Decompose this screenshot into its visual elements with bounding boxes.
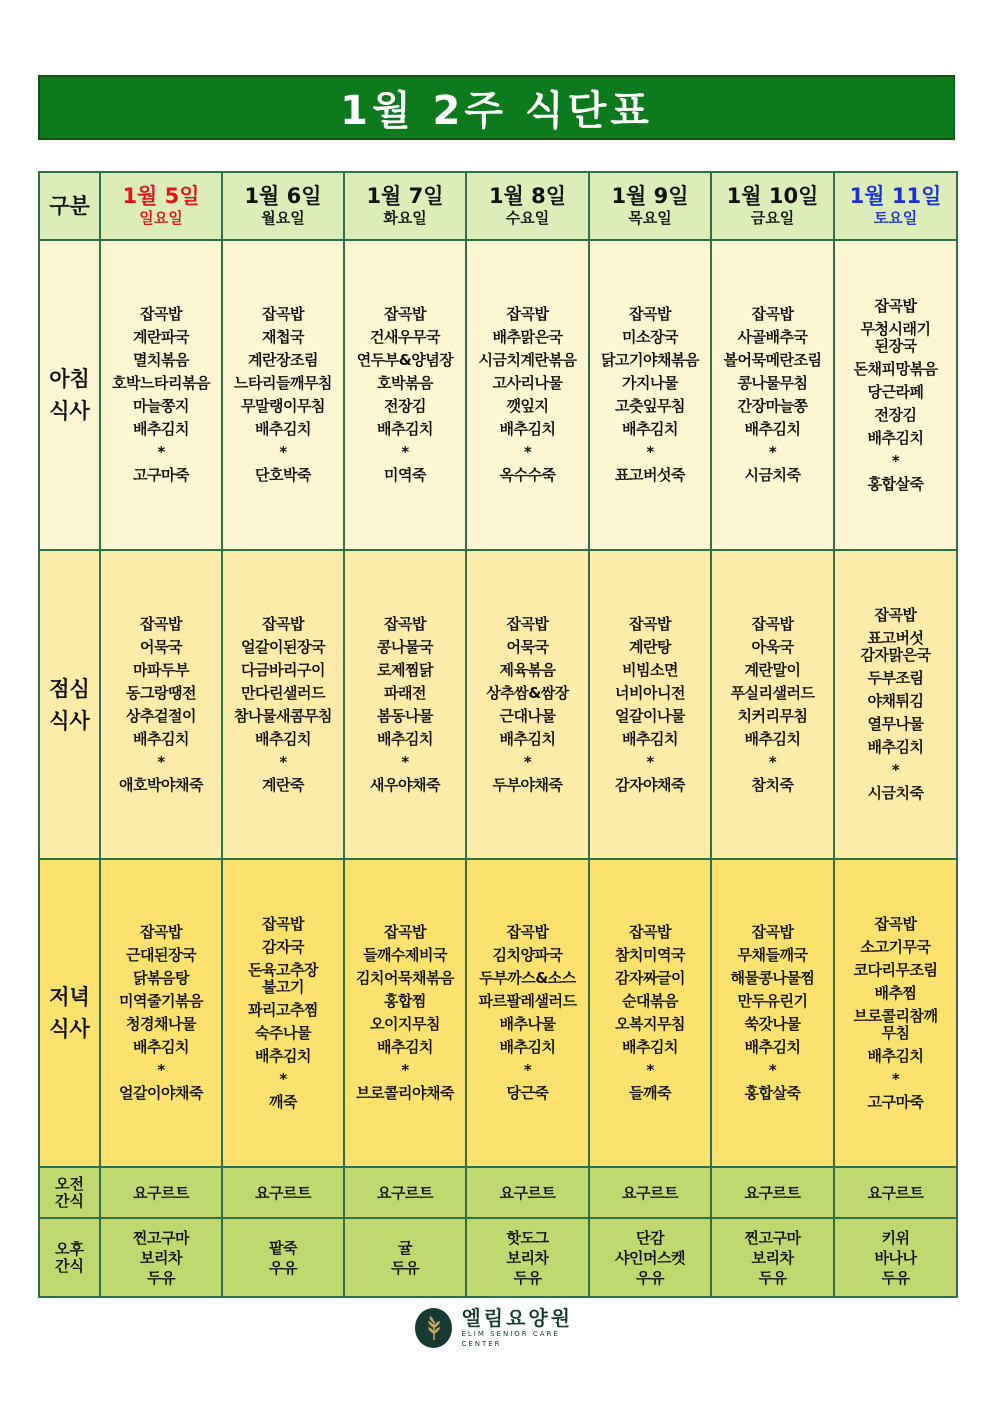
separator-star: *: [768, 1061, 777, 1079]
menu-item: 참치미역국: [615, 946, 685, 964]
menu-item: 전장김: [384, 397, 426, 415]
menu-item: 돈채피망볶음: [853, 359, 938, 378]
leaf-icon: [415, 1308, 452, 1348]
menu-item: 홍합찜: [384, 992, 426, 1010]
separator-star: *: [157, 752, 165, 771]
separator-star: *: [401, 443, 409, 461]
menu-item: 참나물새콤무침: [234, 706, 332, 725]
menu-item: 표고버섯 감자맑은국: [860, 629, 931, 664]
snack-cell: [466, 1167, 589, 1218]
menu-item: 홍합살죽: [867, 474, 924, 493]
menu-item: 청경채나물: [126, 1015, 196, 1033]
separator-star: *: [646, 1061, 654, 1079]
menu-item: 꽈리고추찜: [248, 1000, 318, 1019]
snack-cell: [222, 1218, 344, 1297]
menu-item: 샤인머스켓: [615, 1248, 685, 1267]
menu-cell: [344, 240, 466, 550]
menu-item: 콩나물무침: [737, 374, 808, 392]
menu-item: 표고버섯죽: [615, 466, 685, 484]
menu-item: 무청시래기 된장국: [860, 319, 931, 355]
snack-cell: [466, 1218, 589, 1297]
row-label-line: 식사: [49, 399, 90, 423]
menu-item: 잡곡밥: [751, 923, 794, 941]
menu-item: 감자야채죽: [615, 775, 685, 794]
row-label-line: 아침: [49, 367, 90, 391]
day-header: [466, 172, 589, 240]
menu-item: 마파두부: [133, 660, 189, 679]
day-date: 1월 5일: [122, 184, 200, 208]
menu-item: 미역죽: [384, 466, 426, 484]
menu-item: 단호박죽: [255, 466, 311, 484]
row-label-line: 식사: [49, 1017, 90, 1041]
menu-item: 들깨죽: [629, 1084, 671, 1102]
menu-item: 코다리무조림: [853, 960, 938, 979]
menu-item: 잡곡밥: [140, 923, 182, 941]
menu-item: 잡곡밥: [629, 305, 671, 323]
menu-item: 배추나물: [499, 1015, 556, 1033]
menu-item: 찐고구마: [133, 1228, 189, 1247]
menu-item: 요구르트: [622, 1183, 678, 1202]
menu-item: 홍합살죽: [744, 1084, 801, 1102]
day-date: 1월 8일: [488, 184, 567, 208]
menu-item: 비빔소면: [622, 660, 678, 679]
menu-item: 배추김치: [255, 729, 311, 748]
menu-item: 잡곡밥: [506, 305, 549, 323]
menu-item: 잡곡밥: [262, 914, 304, 933]
menu-item: 팥죽: [269, 1238, 297, 1257]
snack-cell: [100, 1218, 222, 1297]
menu-item: 고춧잎무침: [615, 397, 685, 415]
menu-item: 요구르트: [255, 1183, 311, 1202]
menu-item: 배추김치: [377, 729, 433, 748]
menu-item: 호박느타리볶음: [112, 374, 210, 392]
day-header: [222, 172, 344, 240]
separator-star: *: [157, 443, 165, 461]
menu-item: 잡곡밥: [629, 923, 671, 941]
menu-item: 감자짜글이: [615, 969, 685, 987]
day-header: [711, 172, 834, 240]
menu-item: 배추김치: [867, 428, 924, 447]
snack-cell: [100, 1167, 222, 1218]
day-name: 월요일: [261, 209, 305, 227]
menu-item: 시금치죽: [744, 466, 801, 484]
menu-item: 잡곡밥: [384, 923, 426, 941]
separator-star: *: [523, 752, 532, 771]
menu-item: 배추김치: [133, 1038, 189, 1056]
menu-item: 오이지무침: [370, 1015, 440, 1033]
menu-cell: [466, 240, 589, 550]
day-name: 금요일: [750, 209, 795, 227]
menu-item: 두유: [391, 1258, 419, 1277]
snack-cell: [589, 1167, 711, 1218]
menu-item: 오복지무침: [615, 1015, 685, 1033]
menu-item: 닭볶음탕: [133, 969, 189, 987]
header-row: [39, 172, 957, 240]
menu-cell: [834, 240, 957, 550]
menu-item: 재첩국: [262, 328, 304, 346]
menu-item: 잡곡밥: [140, 614, 182, 633]
menu-item: 두부까스&소스: [479, 969, 576, 987]
menu-item: 귤: [398, 1238, 412, 1257]
menu-item: 두유: [758, 1268, 787, 1287]
menu-item: 배추김치: [744, 1038, 801, 1056]
menu-cell: [711, 550, 834, 859]
menu-item: 새우야채죽: [370, 775, 440, 794]
menu-item: 만다린샐러드: [241, 683, 325, 702]
menu-item: 호박볶음: [377, 374, 433, 392]
day-header: [834, 172, 957, 240]
menu-item: 배추김치: [499, 1038, 556, 1056]
snack-am-label: [39, 1167, 100, 1218]
menu-item: 멸치볶음: [133, 351, 189, 369]
day-name: 목요일: [628, 209, 672, 227]
menu-item: 파르팔레샐러드: [478, 992, 577, 1010]
separator-star: *: [891, 451, 900, 470]
menu-cell: [100, 240, 222, 550]
menu-item: 근대나물: [499, 706, 556, 725]
menu-item: 얼갈이된장국: [241, 637, 325, 656]
menu-item: 무말랭이무침: [241, 397, 325, 415]
menu-item: 배추김치: [744, 420, 801, 438]
row-label-line: 식사: [49, 708, 90, 733]
menu-item: 계란죽: [262, 775, 304, 794]
menu-item: 요구르트: [744, 1183, 801, 1202]
row-label-line: 간식: [55, 1191, 84, 1210]
separator-star: *: [523, 443, 532, 461]
menu-cell: [100, 550, 222, 859]
menu-item: 푸실리샐러드: [730, 683, 815, 702]
row-label-line: 오전: [55, 1174, 84, 1193]
menu-item: 쑥갓나물: [744, 1015, 801, 1033]
breakfast-label: [39, 240, 100, 550]
snack-cell: [222, 1167, 344, 1218]
menu-cell: [711, 240, 834, 550]
menu-item: 배추김치: [744, 729, 801, 748]
menu-cell: [466, 859, 589, 1167]
menu-item: 잡곡밥: [384, 305, 426, 323]
menu-item: 마늘쫑지: [133, 397, 189, 415]
dinner-label: [39, 859, 100, 1167]
menu-item: 배추김치: [255, 1046, 311, 1065]
menu-item: 김치양파국: [492, 946, 563, 964]
separator-star: *: [401, 752, 409, 771]
menu-item: 우유: [636, 1268, 664, 1287]
menu-item: 만두유린기: [737, 992, 808, 1010]
menu-cell: [589, 859, 711, 1167]
menu-item: 미역줄기볶음: [119, 992, 203, 1010]
menu-item: 옥수수죽: [499, 466, 556, 484]
separator-star: *: [646, 752, 654, 771]
day-name: 일요일: [139, 209, 183, 227]
menu-item: 참치죽: [751, 775, 794, 794]
day-name: 수요일: [505, 209, 550, 227]
logo-subtitle: ELIM SENIOR CARE CENTER: [461, 1330, 560, 1348]
menu-item: 두유: [513, 1268, 542, 1287]
menu-item: 배추김치: [622, 729, 678, 748]
menu-item: 찐고구마: [744, 1228, 801, 1247]
menu-item: 시금치죽: [867, 784, 924, 802]
separator-star: *: [279, 1069, 287, 1088]
row-label-line: 오후: [55, 1239, 84, 1258]
menu-item: 요구르트: [867, 1183, 924, 1202]
menu-item: 상추겉절이: [126, 706, 196, 725]
menu-item: 배추김치: [377, 1038, 433, 1056]
snack-cell: [344, 1218, 466, 1297]
menu-item: 배추김치: [867, 738, 924, 756]
day-date: 1월 6일: [244, 184, 322, 208]
menu-item: 브로콜리야채죽: [356, 1084, 454, 1102]
header-corner: [39, 172, 100, 240]
menu-cell: [222, 550, 344, 859]
menu-item: 브로콜리참깨 무침: [853, 1006, 938, 1042]
menu-item: 고구마죽: [133, 466, 189, 484]
menu-item: 어묵국: [506, 637, 549, 656]
menu-item: 배추김치: [255, 420, 311, 438]
menu-item: 미소장국: [622, 328, 678, 346]
snack-cell: [711, 1167, 834, 1218]
menu-item: 연두부&양념장: [356, 351, 454, 369]
menu-item: 소고기무국: [860, 937, 931, 956]
logo-name: 엘림요양원: [461, 1306, 574, 1330]
menu-item: 계란장조림: [248, 351, 318, 369]
separator-star: *: [768, 443, 777, 461]
snack-cell: [834, 1167, 957, 1218]
menu-item: 사골배추국: [737, 328, 808, 346]
menu-item: 잡곡밥: [384, 614, 426, 633]
menu-item: 열무나물: [867, 715, 924, 733]
menu-item: 다금바리구이: [241, 660, 325, 679]
menu-item: 요구르트: [133, 1183, 189, 1202]
separator-star: *: [279, 443, 287, 461]
menu-item: 봄동나물: [377, 706, 433, 725]
menu-item: 김치어묵채볶음: [356, 969, 454, 987]
menu-item: 고사리나물: [492, 374, 563, 392]
menu-item: 배추김치: [499, 420, 556, 438]
menu-item: 감자국: [262, 937, 304, 956]
page-title: 1월 2주 식단표: [340, 88, 653, 134]
snack-pm-row: [39, 1218, 957, 1297]
menu-cell: [711, 859, 834, 1167]
menu-item: 보리차: [506, 1248, 549, 1267]
menu-item: 잡곡밥: [751, 305, 794, 323]
menu-item: 고구마죽: [867, 1092, 924, 1111]
separator-star: *: [401, 1061, 409, 1079]
menu-item: 닭고기야채볶음: [601, 351, 699, 369]
day-name: 토요일: [873, 209, 918, 227]
day-header: [589, 172, 711, 240]
menu-item: 근대된장국: [126, 946, 196, 964]
menu-cell: [222, 240, 344, 550]
menu-item: 순대볶음: [622, 992, 678, 1010]
menu-cell: [589, 240, 711, 550]
menu-item: 볼어묵메란조림: [723, 351, 822, 369]
menu-item: 애호박야채죽: [119, 775, 203, 794]
menu-item: 키위: [881, 1228, 910, 1247]
snack-cell: [344, 1167, 466, 1218]
menu-item: 배추김치: [622, 420, 678, 438]
menu-item: 숙주나물: [255, 1023, 311, 1042]
row-label-line: 점심: [49, 676, 90, 701]
menu-item: 돈육고추장 불고기: [248, 960, 318, 996]
menu-item: 두부야채죽: [492, 775, 563, 794]
menu-item: 로제찜닭: [377, 660, 433, 679]
menu-item: 들깨수제비국: [363, 946, 447, 964]
menu-item: 잡곡밥: [874, 296, 917, 315]
menu-cell: [344, 859, 466, 1167]
menu-cell: [589, 550, 711, 859]
snack-am-row: [39, 1167, 957, 1218]
menu-item: 치커리무침: [737, 706, 808, 725]
day-date: 1월 9일: [611, 184, 689, 208]
menu-item: 계란파국: [133, 328, 189, 346]
menu-item: 핫도그: [506, 1228, 549, 1247]
snack-pm-label: [39, 1218, 100, 1297]
menu-item: 두부조림: [867, 669, 924, 687]
menu-item: 배추김치: [133, 729, 189, 748]
menu-item: 우유: [269, 1258, 297, 1277]
separator-star: *: [157, 1061, 165, 1079]
menu-item: 잡곡밥: [629, 614, 671, 633]
menu-item: 해물콩나물찜: [730, 969, 815, 987]
menu-item: 전장김: [874, 405, 917, 424]
menu-item: 건새우무국: [370, 328, 440, 346]
day-date: 1월 7일: [366, 184, 444, 208]
row-label-line: 저녁: [49, 985, 90, 1009]
menu-item: 잡곡밥: [506, 614, 549, 633]
header-label: 구분: [49, 194, 90, 218]
menu-item: 잡곡밥: [874, 606, 917, 624]
menu-cell: [834, 859, 957, 1167]
separator-star: *: [768, 752, 777, 771]
elim-logo: [415, 1308, 595, 1348]
menu-item: 두유: [147, 1268, 175, 1287]
menu-item: 당근죽: [506, 1084, 549, 1102]
menu-item: 야채튀김: [867, 692, 924, 710]
menu-item: 잡곡밥: [874, 914, 917, 933]
menu-item: 잡곡밥: [262, 305, 304, 323]
menu-item: 상추쌈&쌈장: [486, 683, 569, 702]
menu-item: 무채들깨국: [737, 946, 808, 964]
menu-cell: [834, 550, 957, 859]
separator-star: *: [523, 1061, 532, 1079]
menu-item: 얼갈이나물: [615, 706, 685, 725]
title-banner: [38, 75, 955, 140]
menu-item: 잡곡밥: [506, 923, 549, 941]
menu-item: 배추김치: [499, 729, 556, 748]
menu-item: 바나나: [874, 1248, 917, 1267]
day-header: [100, 172, 222, 240]
menu-cell: [100, 859, 222, 1167]
separator-star: *: [891, 761, 900, 779]
menu-item: 단감: [636, 1228, 664, 1247]
menu-item: 잡곡밥: [751, 614, 794, 633]
menu-cell: [222, 859, 344, 1167]
menu-item: 두유: [881, 1268, 910, 1287]
menu-item: 계란탕: [629, 637, 671, 656]
day-date: 1월 10일: [726, 184, 819, 208]
menu-item: 요구르트: [499, 1183, 556, 1202]
menu-item: 배추김치: [867, 1046, 924, 1065]
row-label-line: 간식: [55, 1256, 84, 1275]
snack-cell: [711, 1218, 834, 1297]
menu-item: 너비아니전: [615, 683, 685, 702]
menu-item: 동그랑땡전: [126, 683, 196, 702]
day-name: 화요일: [383, 209, 427, 227]
snack-cell: [834, 1218, 957, 1297]
breakfast-row: [39, 240, 957, 550]
menu-cell: [344, 550, 466, 859]
menu-item: 깻잎지: [506, 397, 549, 415]
snack-cell: [589, 1218, 711, 1297]
separator-star: *: [279, 752, 287, 771]
menu-item: 배추김치: [622, 1038, 678, 1056]
menu-cell: [466, 550, 589, 859]
menu-item: 간장마늘쫑: [737, 397, 808, 415]
menu-item: 보리차: [140, 1248, 182, 1267]
menu-item: 잡곡밥: [262, 614, 304, 633]
separator-star: *: [646, 443, 654, 461]
menu-item: 얼갈이야채죽: [119, 1084, 203, 1102]
menu-item: 당근라페: [867, 382, 924, 401]
menu-item: 콩나물국: [377, 637, 433, 656]
menu-item: 배추김치: [133, 420, 189, 438]
menu-item: 배추찜: [874, 983, 917, 1002]
day-date: 1월 11일: [849, 184, 942, 208]
menu-item: 요구르트: [377, 1183, 433, 1202]
menu-item: 보리차: [751, 1248, 794, 1267]
menu-item: 배추맑은국: [492, 328, 563, 346]
menu-item: 제육볶음: [499, 660, 556, 679]
menu-item: 파래전: [384, 683, 426, 702]
menu-table: [38, 171, 958, 1298]
dinner-row: [39, 859, 957, 1167]
menu-item: 시금치계란볶음: [478, 351, 577, 369]
menu-item: 배추김치: [377, 420, 433, 438]
lunch-row: [39, 550, 957, 859]
menu-item: 아욱국: [751, 637, 794, 656]
lunch-label: [39, 550, 100, 859]
menu-item: 잡곡밥: [140, 305, 182, 323]
day-header: [344, 172, 466, 240]
menu-item: 계란말이: [744, 660, 801, 679]
menu-item: 어묵국: [140, 637, 182, 656]
menu-item: 느타리들깨무침: [234, 374, 332, 392]
separator-star: *: [891, 1069, 900, 1088]
menu-item: 가지나물: [622, 374, 678, 392]
menu-item: 깨죽: [269, 1092, 297, 1111]
